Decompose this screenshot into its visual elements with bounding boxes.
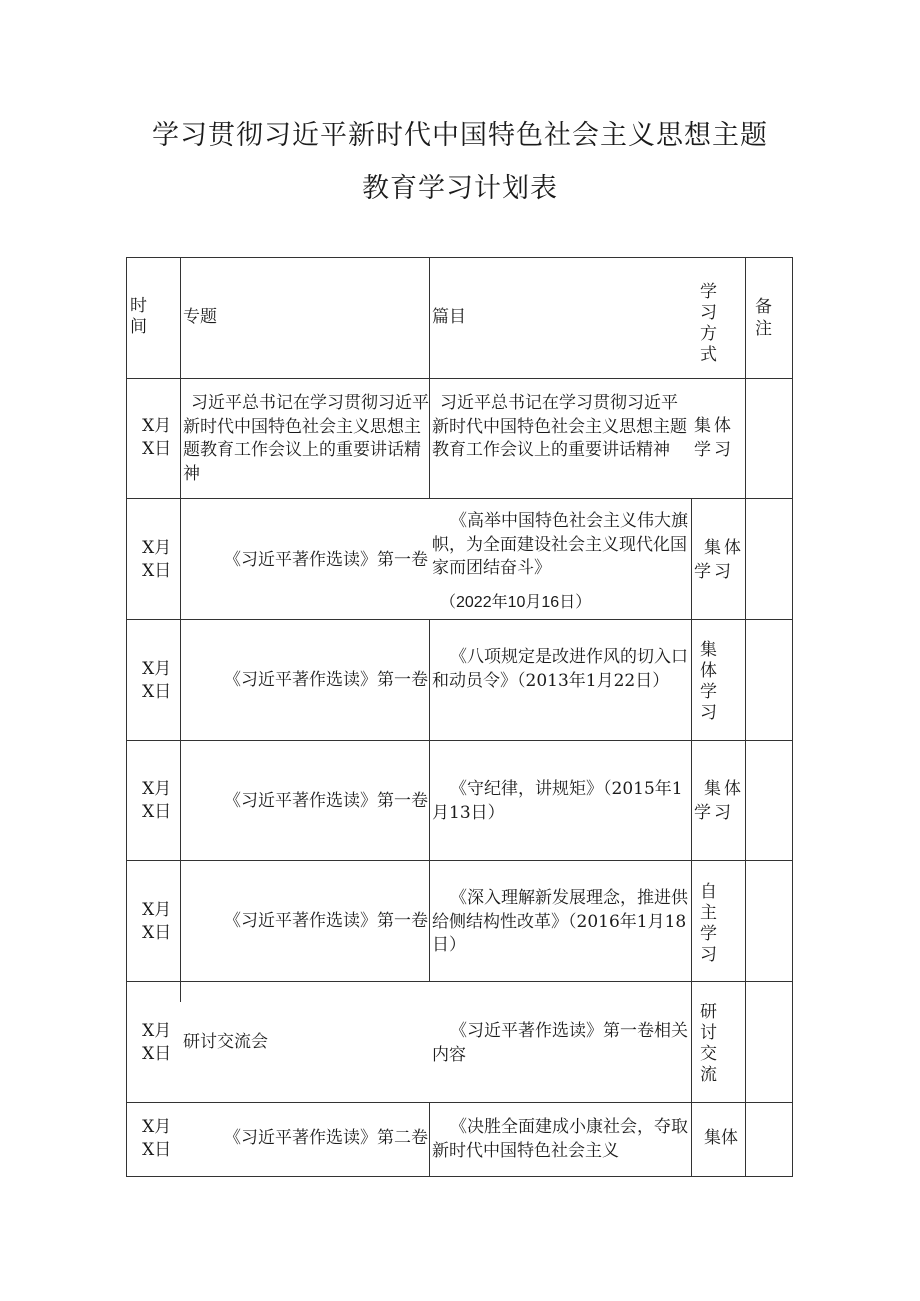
row7-method: 集体 xyxy=(704,1128,738,1148)
row5-topic: 《习近平著作选读》第一卷 xyxy=(224,911,428,931)
row2-topic: 《习近平著作选读》第一卷 xyxy=(224,550,428,570)
row2-date: X月X日 xyxy=(142,538,172,581)
document-title-line1: 学习贯彻习近平新时代中国特色社会主义思想主题 xyxy=(152,120,768,151)
row7-topic: 《习近平著作选读》第二卷 xyxy=(224,1128,428,1148)
row2-method: 集体学习 xyxy=(694,538,744,582)
header-article: 篇目 xyxy=(432,307,466,327)
row2-article: 《高举中国特色社会主义伟大旗帜，为全面建设社会主义现代化国家而团结奋斗》 xyxy=(432,511,688,578)
document-title-line2: 教育学习计划表 xyxy=(362,173,558,204)
row5-article: 《深入理解新发展理念，推进供给侧结构性改革》（2016年1月18日） xyxy=(432,888,688,955)
row-divider xyxy=(126,619,793,620)
row1-topic: 习近平总书记在学习贯彻习近平新时代中国特色社会主义思想主题教育工作会议上的重要讲话精神 xyxy=(183,393,429,484)
table-border-right xyxy=(792,257,793,1177)
row1-method: 集体学习 xyxy=(694,416,734,460)
header-remarks: 备注 xyxy=(755,297,772,339)
row3-date: X月X日 xyxy=(142,659,172,702)
row5-date: X月X日 xyxy=(142,900,172,943)
row-divider xyxy=(126,1102,793,1103)
row-divider xyxy=(126,981,793,982)
col-divider xyxy=(745,257,746,1177)
table-border-bottom xyxy=(126,1176,793,1177)
row4-date: X月X日 xyxy=(142,779,172,822)
col-divider xyxy=(429,619,430,981)
row7-date: X月X日 xyxy=(142,1117,172,1160)
col-divider xyxy=(691,1102,692,1177)
row3-method: 集体学习 xyxy=(700,640,717,723)
header-time: 时间 xyxy=(130,296,147,337)
row6-method: 研讨交流 xyxy=(700,1002,717,1085)
row4-article: 《守纪律，讲规矩》（2015年1月13日） xyxy=(432,779,683,823)
row6-date: X月X日 xyxy=(142,1021,172,1064)
col-divider xyxy=(180,257,181,1002)
row6-article: 《习近平著作选读》第一卷相关内容 xyxy=(432,1021,688,1065)
header-method: 学习方式 xyxy=(700,282,717,365)
row-divider xyxy=(126,378,793,379)
header-topic: 专题 xyxy=(183,307,217,327)
row3-topic: 《习近平著作选读》第一卷 xyxy=(224,670,428,690)
row1-date: X月X日 xyxy=(142,416,172,459)
table-border-left xyxy=(126,257,127,1177)
row4-topic: 《习近平著作选读》第一卷 xyxy=(224,791,428,811)
row-divider xyxy=(126,860,793,861)
row7-article: 《决胜全面建成小康社会，夺取新时代中国特色社会主义 xyxy=(432,1117,688,1161)
row4-method: 集体学习 xyxy=(694,779,744,823)
row-divider xyxy=(126,498,793,499)
row3-article: 《八项规定是改进作风的切入口和动员令》（2013年1月22日） xyxy=(432,647,688,691)
row-divider xyxy=(126,740,793,741)
row1-article: 习近平总书记在学习贯彻习近平新时代中国特色社会主义思想主题教育工作会议上的重要讲话精神 xyxy=(432,393,687,460)
col-divider xyxy=(429,1102,430,1177)
row2-article-note: （2022年10月16日） xyxy=(440,594,592,611)
row6-topic: 研讨交流会 xyxy=(183,1032,268,1052)
table-border-top xyxy=(126,257,793,258)
row5-method: 自主学习 xyxy=(700,882,717,965)
col-divider xyxy=(691,498,692,1102)
